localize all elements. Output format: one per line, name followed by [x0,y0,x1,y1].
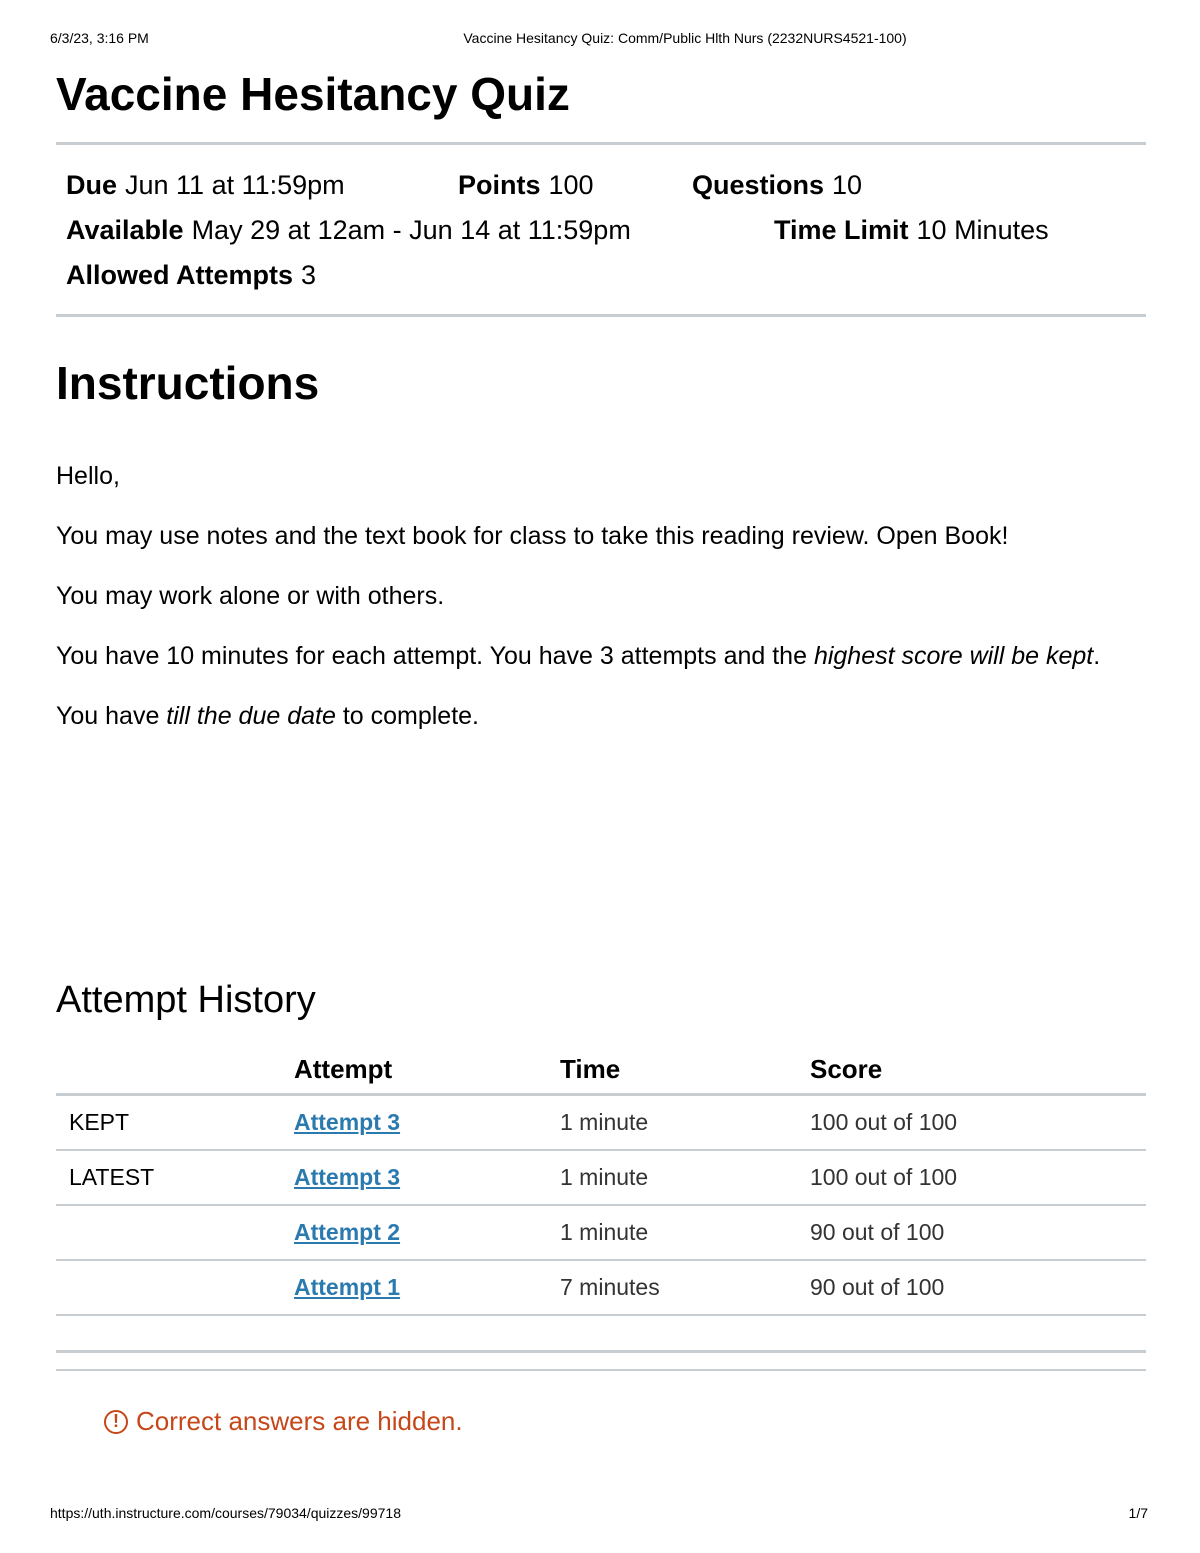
attempt-time: 7 minutes [560,1260,810,1315]
correct-answers-notice [104,1406,463,1437]
meta-questions: Questions 10 [692,170,863,200]
col-header-score: Score [810,1045,1146,1095]
row-label: KEPT [56,1095,294,1151]
row-label [56,1205,294,1260]
meta-time-limit: Time Limit 10 Minutes [774,215,1049,245]
instructions-collab: You may work alone or with others. [56,582,445,610]
table-row [56,1205,1146,1260]
print-datetime: 6/3/23, 3:16 PM [50,30,149,46]
attempt-link[interactable]: Attempt 3 [294,1164,401,1190]
attempt-link[interactable]: Attempt 3 [294,1109,401,1135]
meta-allowed-attempts: Allowed Attempts 3 [66,260,317,290]
table-header-row [56,1045,1146,1095]
print-page-number: 1/7 [1128,1505,1148,1521]
col-header-label [56,1045,294,1095]
quiz-page [56,60,1146,1436]
row-label [56,1260,294,1315]
print-doc-title: Vaccine Hesitancy Quiz: Comm/Public Hlth Nurs (2232NURS4521-100) [463,30,907,46]
meta-due: Due Jun 11 at 11:59pm [66,170,345,200]
history-divider [56,1350,1146,1353]
attempt-time: 1 minute [560,1205,810,1260]
instructions-heading: Instructions [56,357,320,409]
instructions-greeting: Hello, [56,462,120,490]
quiz-title: Vaccine Hesitancy Quiz [56,68,570,120]
instructions-open-book: You may use notes and the text book for class to take this reading review. Open Book! [56,522,1009,550]
table-row [56,1150,1146,1205]
print-url: https://uth.instructure.com/courses/79034/quizzes/99718 [50,1505,401,1521]
col-header-attempt: Attempt [294,1045,560,1095]
table-row [56,1260,1146,1315]
meta-available: Available May 29 at 12am - Jun 14 at 11:59pm [66,215,631,245]
col-header-time: Time [560,1045,810,1095]
attempt-history-table [56,1045,1146,1371]
warning-circle-icon: ! [104,1410,128,1434]
attempt-time: 1 minute [560,1150,810,1205]
meta-points: Points 100 [458,170,594,200]
attempt-score: 100 out of 100 [810,1095,1146,1151]
attempt-link[interactable]: Attempt 2 [294,1219,401,1245]
attempt-link[interactable]: Attempt 1 [294,1274,401,1300]
attempt-score: 100 out of 100 [810,1150,1146,1205]
row-label: LATEST [56,1150,294,1205]
instructions-attempts: You have 10 minutes for each attempt. You have 3 attempts and the highest score will be kept. [56,642,1101,670]
notice-text: Correct answers are hidden. [136,1406,463,1436]
attempt-history-heading: Attempt History [56,979,316,1021]
meta-divider [56,314,1146,317]
quiz-meta [56,145,1146,314]
attempt-score: 90 out of 100 [810,1205,1146,1260]
attempt-score: 90 out of 100 [810,1260,1146,1315]
instructions-due: You have till the due date to complete. [56,702,480,730]
table-row [56,1095,1146,1151]
attempt-time: 1 minute [560,1095,810,1151]
table-spacer-row [56,1315,1146,1370]
